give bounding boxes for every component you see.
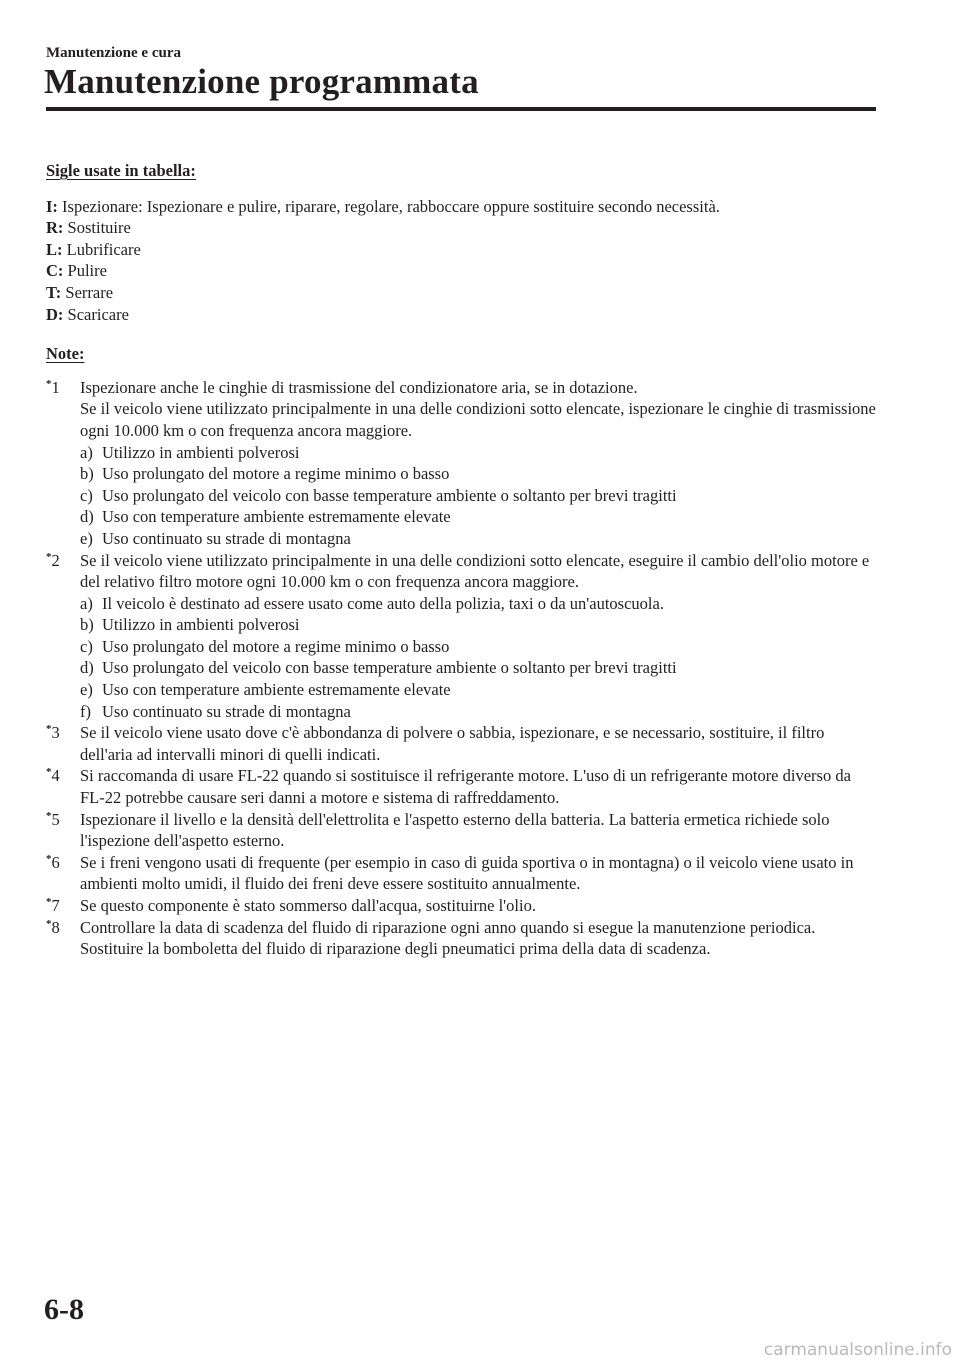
note-body (80, 377, 876, 550)
condition-item (80, 442, 876, 464)
note-item (46, 809, 876, 852)
notes-list (46, 377, 876, 960)
condition-list (80, 593, 876, 723)
note-body (80, 765, 876, 808)
note-number (46, 852, 80, 895)
condition-text: Uso con temperature ambiente estremamente elevate (102, 507, 451, 527)
note-mark: * (46, 809, 52, 822)
note-text: Se il veicolo viene usato dove c'è abbondanza di polvere o sabbia, ispezionare, e se necessario, sostituire, il filtro dell'aria ad intervalli minori di quelli indicati. (80, 723, 825, 764)
abbreviation-text: Sostituire (67, 218, 131, 238)
note-index: 4 (51, 766, 60, 786)
condition-letter: e) (80, 680, 93, 700)
condition-item (80, 657, 876, 679)
condition-item (80, 593, 876, 615)
note-number (46, 809, 80, 852)
abbreviations-heading: Sigle usate in tabella: (46, 161, 196, 180)
abbreviation-key: D: (46, 304, 64, 324)
abbreviation-item (46, 239, 876, 261)
condition-letter: d) (80, 658, 94, 678)
note-body (80, 550, 876, 723)
note-index: 1 (51, 377, 60, 397)
abbreviation-item (46, 304, 876, 326)
abbreviation-key: I: (46, 196, 58, 216)
note-body (80, 722, 876, 765)
condition-item (80, 528, 876, 550)
abbreviation-text: Pulire (67, 261, 107, 281)
note-text: Se i freni vengono usati di frequente (per esempio in caso di guida sportiva o in montagna) o il veicolo viene usato in ambienti molto umidi, il fluido dei freni deve essere sostituito annualmente. (80, 852, 854, 894)
note-text: Si raccomanda di usare FL-22 quando si sostituisce il refrigerante motore. L'uso di un refrigerante motore diverso da FL-22 potrebbe causare seri danni a motore e sistema di raffreddamento. (80, 766, 851, 808)
header-rule (46, 107, 876, 111)
abbreviation-item (46, 282, 876, 304)
condition-item (80, 506, 876, 528)
note-number (46, 765, 80, 808)
condition-item (80, 614, 876, 636)
note-number (46, 550, 80, 723)
abbreviation-text: Lubrificare (66, 239, 141, 259)
note-index: 2 (51, 550, 60, 570)
note-text: Se il veicolo viene utilizzato principalmente in una delle condizioni sotto elencate, eseguire il cambio dell'olio motore e del relativo filtro motore ogni 10.000 km o con frequenza ancora maggiore. (80, 550, 870, 592)
abbreviation-text: Ispezionare: Ispezionare e pulire, riparare, regolare, rabboccare oppure sostituire secondo necessità. (62, 196, 720, 216)
note-index: 5 (51, 809, 60, 829)
condition-list (80, 442, 876, 550)
note-item (46, 377, 876, 550)
condition-item (80, 463, 876, 485)
condition-item (80, 485, 876, 507)
page-number: 6-8 (44, 1293, 84, 1326)
note-index: 7 (51, 896, 60, 915)
condition-text: Uso prolungato del motore a regime minimo o basso (102, 464, 450, 484)
note-index: 8 (51, 917, 60, 937)
note-number (46, 895, 80, 917)
condition-letter: e) (80, 528, 93, 548)
abbreviation-key: L: (46, 239, 63, 259)
abbreviation-item (46, 196, 876, 218)
note-text: Ispezionare anche le cinghie di trasmissione del condizionatore aria, se in dotazione. (80, 377, 638, 397)
abbreviation-key: R: (46, 218, 64, 238)
condition-text: Utilizzo in ambienti polverosi (102, 442, 300, 462)
note-item (46, 550, 876, 723)
abbreviation-key: C: (46, 261, 64, 281)
condition-text: Uso prolungato del veicolo con basse temperature ambiente o soltanto per brevi tragitti (102, 485, 677, 505)
abbreviation-text: Scaricare (67, 304, 129, 324)
condition-text: Uso continuato su strade di montagna (102, 701, 351, 721)
note-number (46, 377, 80, 550)
abbreviation-item (46, 217, 876, 239)
note-item (46, 722, 876, 765)
condition-item (80, 701, 876, 723)
condition-text: Uso prolungato del veicolo con basse temperature ambiente o soltanto per brevi tragitti (102, 658, 677, 678)
section-label: Manutenzione e cura (46, 45, 181, 61)
abbreviation-key: T: (46, 282, 62, 302)
watermark: carmanualsonline.info (763, 1340, 952, 1360)
note-mark: * (46, 896, 52, 908)
condition-item (80, 679, 876, 701)
notes-heading: Note: (46, 344, 85, 364)
note-number (46, 722, 80, 765)
note-item (46, 895, 876, 917)
condition-letter: c) (80, 485, 93, 505)
condition-letter: b) (80, 615, 94, 635)
abbreviation-text: Serrare (65, 282, 114, 302)
note-mark: * (46, 852, 52, 865)
note-item (46, 852, 876, 895)
note-mark: * (46, 766, 52, 779)
condition-letter: b) (80, 464, 94, 484)
note-body (80, 895, 876, 917)
note-body (80, 917, 876, 960)
abbreviations-list (46, 196, 876, 326)
abbreviation-item (46, 260, 876, 282)
note-mark: * (46, 377, 52, 390)
condition-letter: d) (80, 507, 94, 527)
note-mark: * (46, 723, 52, 736)
note-item (46, 917, 876, 960)
condition-text: Uso prolungato del motore a regime minimo o basso (102, 636, 450, 656)
note-mark: * (46, 550, 52, 563)
note-body (80, 852, 876, 895)
condition-text: Uso con temperature ambiente estremamente elevate (102, 680, 451, 700)
note-index: 6 (51, 852, 60, 872)
condition-item (80, 636, 876, 658)
condition-text: Il veicolo è destinato ad essere usato come auto della polizia, taxi o da un'autoscuola. (102, 593, 664, 613)
note-number (46, 917, 80, 960)
note-index: 3 (51, 723, 60, 743)
note-text: Se il veicolo viene utilizzato principalmente in una delle condizioni sotto elencate, ispezionare le cinghie di trasmissione ogni 10.000 km o con frequenza ancora maggiore. (80, 399, 876, 440)
note-text: Se questo componente è stato sommerso dall'acqua, sostituirne l'olio. (80, 896, 536, 915)
note-mark: * (46, 917, 52, 930)
condition-text: Uso continuato su strade di montagna (102, 528, 351, 548)
note-item (46, 765, 876, 808)
note-text: Controllare la data di scadenza del fluido di riparazione ogni anno quando si esegue la manutenzione periodica. Sostituire la bomboletta del fluido di riparazione degli pneumatici prima della data di scadenza. (80, 917, 816, 959)
page-content (46, 160, 876, 960)
condition-text: Utilizzo in ambienti polverosi (102, 615, 300, 635)
note-body (80, 809, 876, 852)
condition-letter: a) (80, 442, 93, 462)
page-title: Manutenzione programmata (44, 62, 479, 101)
condition-letter: a) (80, 593, 93, 613)
condition-letter: f) (80, 701, 91, 721)
condition-letter: c) (80, 636, 93, 656)
note-text: Ispezionare il livello e la densità dell'elettrolita e l'aspetto esterno della batteria. La batteria ermetica richiede solo l'ispezione dell'aspetto esterno. (80, 809, 830, 851)
